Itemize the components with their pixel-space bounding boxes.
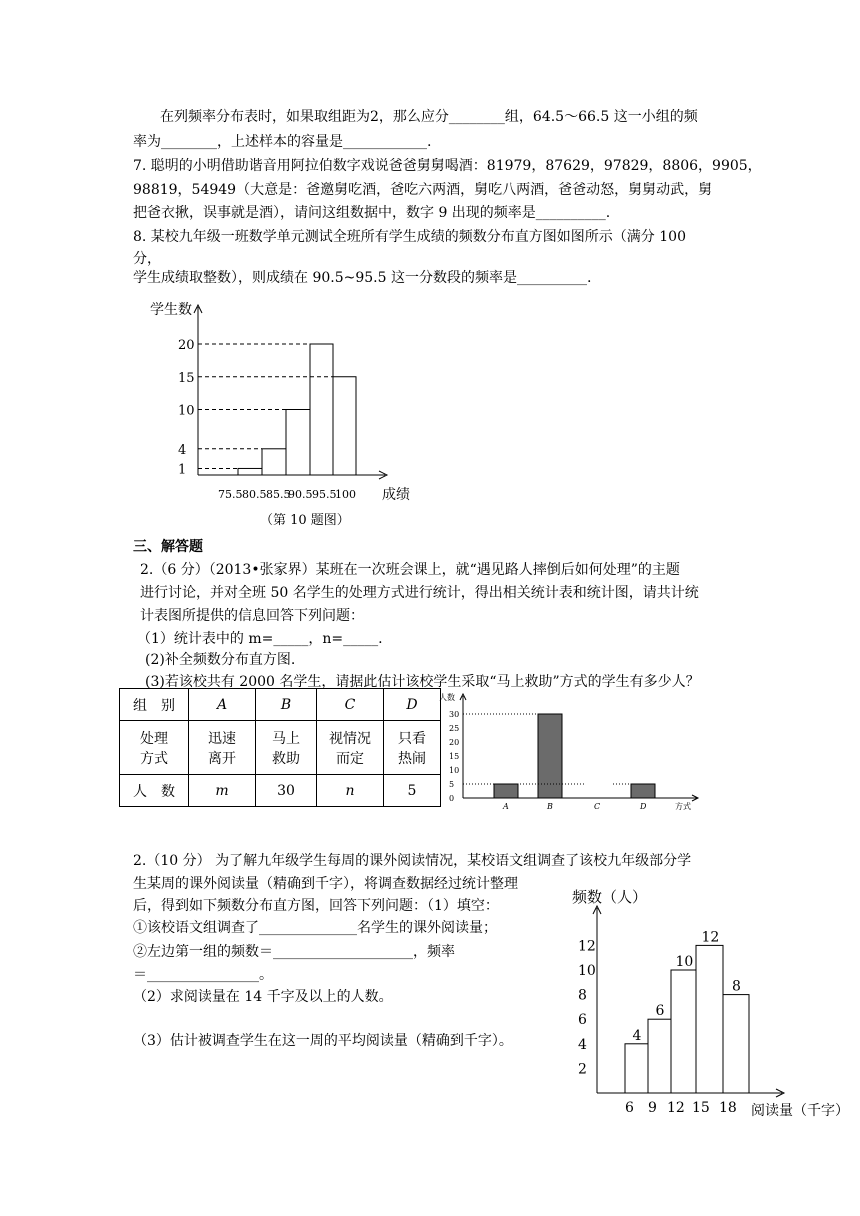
table-cell: 马上 救助 xyxy=(256,721,317,775)
y-tick-label: 4 xyxy=(578,1036,587,1053)
table-cell: 30 xyxy=(256,775,317,807)
histogram-bar xyxy=(310,344,333,475)
x-tick-label: 75.5 xyxy=(218,488,243,501)
text-line-1: 在列频率分布表时，如果取组距为2，那么应分________组，64.5～66.5 这一小组的频 xyxy=(160,109,698,125)
table-cell: m xyxy=(189,775,256,807)
table-cell: 处理 方式 xyxy=(120,721,189,775)
y-tick-label: 20 xyxy=(178,338,195,353)
x-tick-label: A xyxy=(503,802,509,811)
table-header-cell: D xyxy=(384,689,441,721)
histogram-bar xyxy=(625,1044,648,1093)
q2b-line-2: 生某周的课外阅读量（精确到千字），将调查数据经过统计整理 xyxy=(133,876,518,892)
q2a-line-6: (3)若该校共有 2000 名学生，请据此估计该校学生采取“马上救助”方式的学生有多少人？ xyxy=(145,674,700,690)
q2a-line-3: 计表图所提供的信息回答下列问题： xyxy=(140,608,364,624)
q2a-line-5: (2)补全频数分布直方图. xyxy=(145,652,296,668)
histogram-bar xyxy=(696,945,723,1093)
y-tick-label: 10 xyxy=(178,403,195,419)
method-bar xyxy=(494,784,518,798)
histogram-bar xyxy=(262,449,286,475)
table-cell: n xyxy=(317,775,384,807)
method-bar xyxy=(631,784,655,798)
y-tick-label: 15 xyxy=(178,370,195,386)
x-tick-label: 85.5 xyxy=(266,488,291,501)
histogram-bar xyxy=(286,410,310,476)
question-7-line-2: 98819，54949（大意是：爸邀舅吃酒，爸吃六两酒，舅吃八两酒，爸爸动怒，舅舅动武，舅 xyxy=(133,182,713,198)
x-axis-label: 成绩 xyxy=(382,487,410,503)
x-tick-label: 80.5 xyxy=(242,488,267,501)
y-tick-label: 8 xyxy=(578,987,587,1004)
text-line-2: 率为________，上述样本的容量是____________. xyxy=(133,134,432,150)
x-axis-label: 方式 xyxy=(675,802,691,811)
q2a-line-1: 2.（6 分）（2013•张家界）某班在一次班会课上，就“遇见路人摔倒后如何处理”的主题 xyxy=(140,562,680,578)
reading-histogram xyxy=(560,880,860,1120)
y-tick-label: 0 xyxy=(449,794,455,803)
y-axis-label: 人数 xyxy=(439,693,455,702)
method-bar xyxy=(538,714,562,798)
y-tick-label: 20 xyxy=(449,738,460,747)
chart-caption: （第 10 题图） xyxy=(260,513,350,528)
y-axis-label: 频数（人） xyxy=(572,888,648,906)
bar-value-label: 6 xyxy=(655,1003,665,1020)
table-cell: 只看 热闹 xyxy=(384,721,441,775)
question-8-line-3: 学生成绩取整数），则成绩在 90.5~95.5 这一分数段的频率是__________. xyxy=(133,270,592,286)
y-tick-label: 4 xyxy=(178,442,187,458)
histogram-bar xyxy=(723,995,749,1093)
x-tick-label: 95.5 xyxy=(312,488,337,501)
method-bar-chart xyxy=(435,690,705,815)
q2b-line-4: ①该校语文组调查了______________名学生的课外阅读量； xyxy=(133,920,497,936)
x-tick-label: 6 xyxy=(625,1100,634,1116)
table-cell: 5 xyxy=(384,775,441,807)
table-cell: 人 数 xyxy=(120,775,189,807)
histogram-bar xyxy=(648,1019,671,1093)
section-title: 三、解答题 xyxy=(133,539,203,555)
question-8-line-2: 分， xyxy=(133,251,161,267)
question-7-line-1: 7. 聪明的小明借助谐音用阿拉伯数字戏说爸爸舅舅喝酒：81979，87629，97829，8806，9905， xyxy=(133,158,762,174)
q2a-line-2: 进行讨论，并对全班 50 名学生的处理方式进行统计，得出相关统计表和统计图，请共计统 xyxy=(140,585,699,601)
y-tick-label: 5 xyxy=(449,780,455,789)
table-header-cell: 组 别 xyxy=(120,689,189,721)
table-cell: 迅速 离开 xyxy=(189,721,256,775)
bar-value-label: 4 xyxy=(632,1027,642,1044)
x-axis-label: 阅读量（千字） xyxy=(751,1103,849,1119)
y-tick-label: 2 xyxy=(578,1061,587,1078)
table-header-cell: C xyxy=(317,689,384,721)
histogram-bar xyxy=(238,468,262,475)
y-tick-label: 30 xyxy=(449,710,460,719)
score-histogram xyxy=(130,295,430,530)
q2b-line-1: 2.（10 分） 为了解九年级学生每周的课外阅读情况，某校语文组调查了该校九年级部分学 xyxy=(133,853,692,869)
x-tick-label: 18 xyxy=(719,1100,737,1116)
q2b-line-6: ＝________________。 xyxy=(133,967,273,983)
y-axis-label: 学生数 xyxy=(150,302,192,318)
y-tick-label: 15 xyxy=(449,752,460,761)
q2b-line-7: （2）求阅读量在 14 千字及以上的人数。 xyxy=(133,989,393,1005)
table-cell: 视情况 而定 xyxy=(317,721,384,775)
x-tick-label: D xyxy=(640,802,647,811)
table-header-cell: B xyxy=(256,689,317,721)
histogram-bar xyxy=(671,970,696,1093)
q2b-line-3: 后，得到如下频数分布直方图，回答下列问题：（1）填空： xyxy=(133,898,499,914)
bar-value-label: 8 xyxy=(732,978,741,995)
x-tick-label: C xyxy=(594,802,601,811)
x-tick-label: 90.5 xyxy=(288,488,313,501)
x-tick-label: 9 xyxy=(648,1100,657,1116)
question-7-line-3: 把爸衣揪，误事就是酒），请问这组数据中，数字 9 出现的频率是__________. xyxy=(133,205,611,221)
x-tick-label: B xyxy=(547,802,553,811)
y-tick-label: 12 xyxy=(578,938,596,955)
y-tick-label: 10 xyxy=(578,963,596,979)
x-tick-label: 100 xyxy=(335,488,356,501)
y-tick-label: 1 xyxy=(178,462,187,478)
table-header-cell: A xyxy=(189,689,256,721)
x-tick-label: 12 xyxy=(667,1100,685,1116)
x-tick-label: 15 xyxy=(692,1100,710,1116)
question-8-line-1: 8. 某校九年级一班数学单元测试全班所有学生成绩的频数分布直方图如图所示（满分 100 xyxy=(133,229,686,245)
q2a-line-4: （1）统计表中的 m=_____，n=_____. xyxy=(137,631,383,647)
statistics-table xyxy=(119,688,441,807)
q2b-line-8: （3）估计被调查学生在这一周的平均阅读量（精确到千字）。 xyxy=(133,1033,513,1049)
bar-value-label: 12 xyxy=(701,929,720,946)
y-tick-label: 10 xyxy=(449,766,460,775)
y-tick-label: 6 xyxy=(578,1012,587,1029)
bar-value-label: 10 xyxy=(675,954,694,970)
y-tick-label: 25 xyxy=(449,724,460,733)
histogram-bar xyxy=(333,377,356,475)
q2b-line-5: ②左边第一组的频数＝____________________，频率 xyxy=(133,944,455,960)
